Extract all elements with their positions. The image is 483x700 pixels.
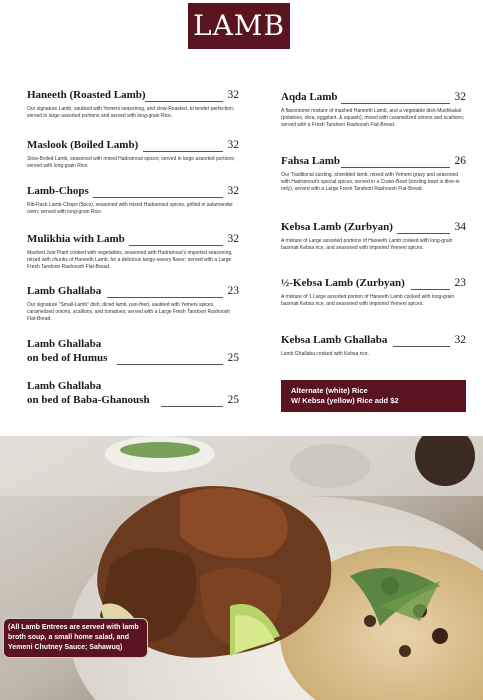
item-price: 34 (454, 221, 466, 233)
item-name (27, 337, 107, 365)
item-description: Lamb Ghallaba cooked with Kebsa rice. (281, 351, 370, 357)
item-name: Lamb Ghallaba (27, 285, 102, 297)
dotted-rule (397, 233, 450, 234)
item-description: Rib-Rack Lamb-Chops (5pcs), seasoned with mixed Hadramout spices, grilled in salamander oven; served with long-grain Rice. (27, 202, 233, 215)
item-name: Fahsa Lamb (281, 155, 340, 167)
item-name: Lamb-Chops (27, 185, 89, 197)
menu-item (27, 337, 239, 367)
dotted-rule (107, 297, 223, 298)
item-name: Mulikhia with Lamb (27, 233, 125, 245)
item-price: 32 (454, 334, 466, 346)
item-description: Mashed Jute Plant cooked with vegetables, seasoned with Hadramout's imported seasoning, mixed with chunks of Haneeth Lamb, for a delicious tangy-savory flavor; served with a Large Fresh Tandoori Rashoosh Flat-Bread. (27, 250, 233, 270)
item-price: 25 (227, 394, 239, 406)
dotted-rule (129, 245, 223, 246)
dotted-rule (341, 103, 450, 104)
item-name: Kebsa Lamb (Zurbyan) (281, 221, 393, 233)
dotted-rule (411, 289, 450, 290)
menu-item (281, 154, 466, 193)
dotted-rule (393, 346, 450, 347)
item-name: Haneeth (Roasted Lamb) (27, 89, 146, 101)
item-description: Our signature Lamb, sautéed with Yemeni seasoning, and slow-Roasted, to tender perfection; served in large assorted portions and served with long-grain Rice. (27, 106, 235, 119)
item-name-line2: on bed of Humus (27, 352, 108, 364)
rice-option-note (281, 380, 466, 412)
item-description: A mixture of 1 Large assorted portion of Haneeth Lamb cooked with long-grain basmati Kebsa rice, and seasoned with imported Yemeni spices. (281, 294, 455, 307)
item-name: Kebsa Lamb Ghallaba (281, 334, 388, 346)
item-name-line2: on bed of Baba-Ghanoush (27, 394, 150, 406)
item-price: 32 (454, 91, 466, 103)
menu-item (281, 333, 466, 358)
item-price: 32 (227, 185, 239, 197)
item-name: Aqda Lamb (281, 91, 338, 103)
menu-item (27, 284, 239, 323)
item-description: Our signature "Small-Lamb" dish; diced lamb, pan-fried, sautéed with Yemeni spices, caramelized onions, scallions, and tomatoes; served with a Large Fresh Tandoori Rashoosh Flat-Bread. (27, 302, 231, 322)
item-price: 25 (227, 352, 239, 364)
dotted-rule (93, 197, 223, 198)
item-name (27, 379, 150, 407)
menu-item (27, 88, 239, 120)
menu-item (27, 232, 239, 271)
menu-item (281, 90, 466, 129)
entree-serving-note: (All Lamb Entrees are served with lamb broth soup, a small home salad, and Yemeni Chutney Sauce; Sahawuq) (3, 618, 148, 658)
food-photo (0, 436, 483, 700)
item-name: ½-Kebsa Lamb (Zurbyan) (281, 277, 405, 289)
item-price: 26 (454, 155, 466, 167)
item-description: Slow-Boiled Lamb, seasoned with mixed Hadramout spices; served in large assorted portions; served with long-grain Rice. (27, 156, 236, 169)
dotted-rule (161, 406, 223, 407)
item-description: A mixture of Large assorted portions of Haneeth Lamb cooked with long-grain basmati Kebsa rice, and seasoned with imported Yemeni spices. (281, 238, 453, 251)
menu-item (281, 220, 466, 252)
item-name-line1: Lamb Ghallaba (27, 338, 102, 350)
item-name: Maslook (Boiled Lamb) (27, 139, 139, 151)
dotted-rule (341, 167, 450, 168)
item-price: 32 (227, 89, 239, 101)
rice-note-line2: W/ Kebsa (yellow) Rice add $2 (291, 396, 399, 405)
page-title: LAMB (188, 3, 290, 49)
menu-item (27, 379, 239, 409)
rice-note-line1: Alternate (white) Rice (291, 386, 368, 395)
item-description: Our Traditional sizzling, shredded lamb, mixed with Yemeni gravy and seasoned with Hadramout's special spices, served in a Crater-Bowl (sizzling bowl is dine-in only); served with a Large Fresh Tandoori Rashoosh Flat-Bread. (281, 172, 460, 192)
menu-item (281, 276, 466, 308)
item-description: A flavorsome mixture of mashed Haneeth Lamb, and a vegetable dish-Mushkakal (potatoes, okra, eggplant, & squash), mixed with caramelized onions and scallions; served with a Fresh Tandoori Rashoosh Flat-Bread. (281, 108, 465, 128)
item-price: 23 (454, 277, 466, 289)
menu-item (27, 184, 239, 216)
food-photo-illustration (0, 436, 483, 700)
dotted-rule (143, 151, 223, 152)
dotted-rule (117, 364, 223, 365)
item-price: 32 (227, 139, 239, 151)
item-price: 32 (227, 233, 239, 245)
menu-item (27, 138, 239, 170)
item-name-line1: Lamb Ghallaba (27, 380, 102, 392)
dotted-rule (145, 101, 223, 102)
item-price: 23 (227, 285, 239, 297)
